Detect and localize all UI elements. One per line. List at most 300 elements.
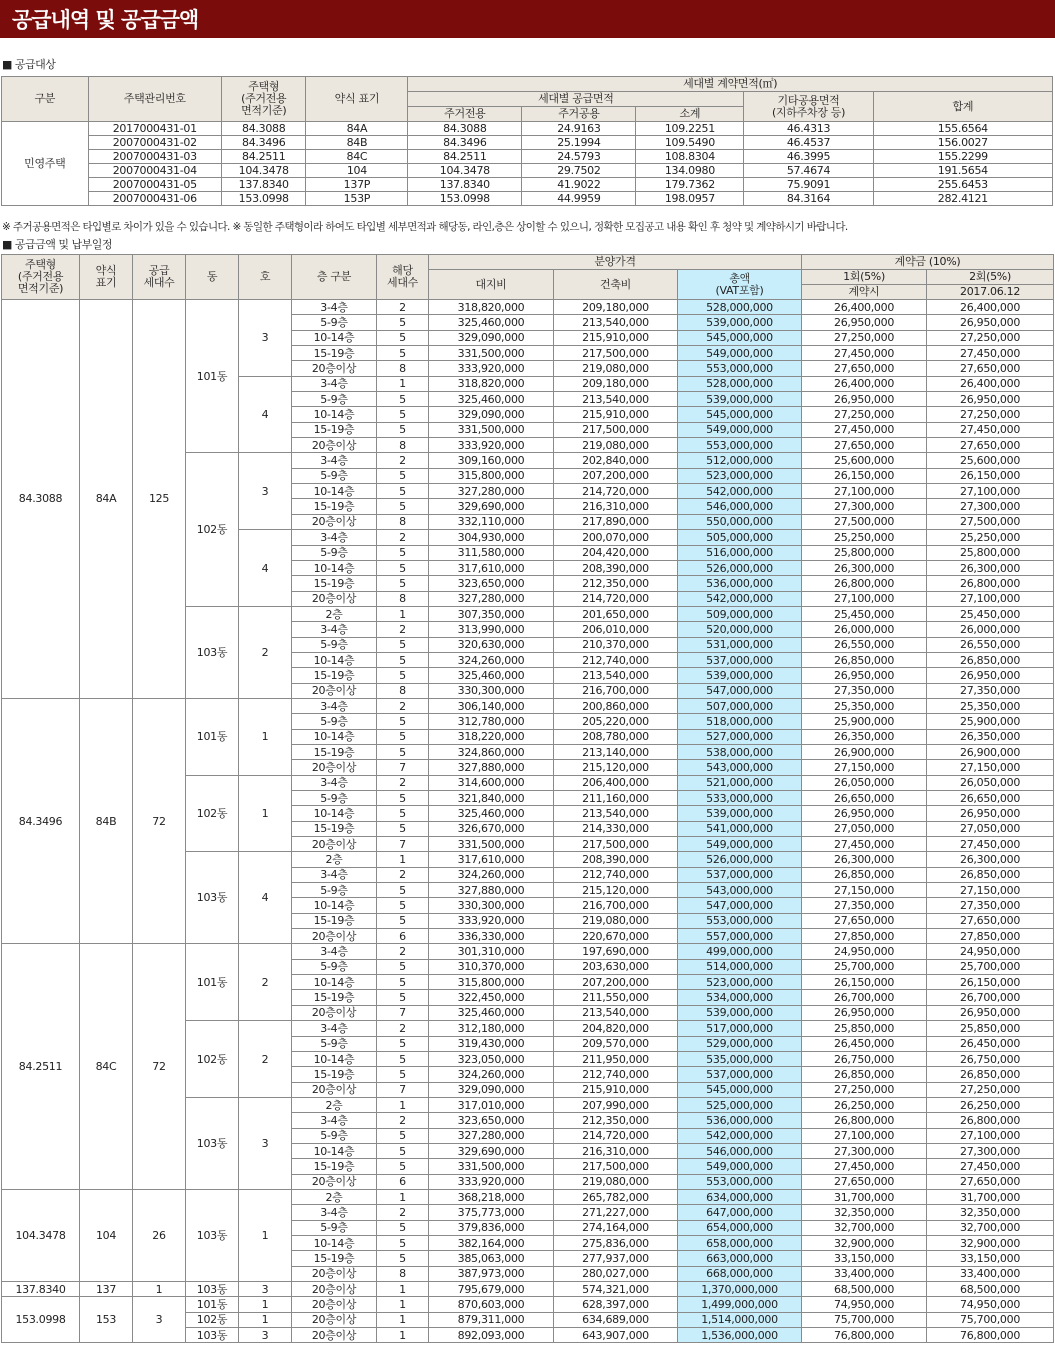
- table-cell: 5: [377, 545, 429, 560]
- header-first: 1회(5%): [802, 270, 927, 285]
- header-exclusive: 주거전용: [408, 107, 522, 122]
- table-cell: 26,950,000: [802, 315, 927, 330]
- table-cell: 27,650,000: [802, 438, 927, 453]
- price-total-cell: 647,000,000: [678, 1205, 802, 1220]
- table-cell: 25,350,000: [802, 698, 927, 713]
- price-total-cell: 547,000,000: [678, 683, 802, 698]
- price-total-cell: 1,499,000,000: [678, 1297, 802, 1312]
- table-cell: 324,260,000: [429, 652, 554, 667]
- table-cell: 153.0998: [408, 192, 522, 206]
- price-total-cell: 534,000,000: [678, 990, 802, 1005]
- price-total-cell: 542,000,000: [678, 1128, 802, 1143]
- table-cell: 271,227,000: [554, 1205, 678, 1220]
- table-cell: 3-4층: [292, 698, 377, 713]
- group-cell: 1: [239, 1189, 292, 1281]
- header-households: 해당 세대수: [377, 255, 429, 300]
- group-cell: 84B: [80, 698, 133, 944]
- table-cell: 323,650,000: [429, 576, 554, 591]
- table-cell: 336,330,000: [429, 929, 554, 944]
- table-cell: 26,400,000: [802, 376, 927, 391]
- table-cell: 315,800,000: [429, 468, 554, 483]
- group-cell: 101동: [186, 300, 239, 453]
- table-cell: 137P: [306, 178, 408, 192]
- price-total-cell: 505,000,000: [678, 530, 802, 545]
- table-cell: 318,220,000: [429, 729, 554, 744]
- table-cell: 5: [377, 407, 429, 422]
- table-cell: 3-4층: [292, 453, 377, 468]
- price-total-cell: 654,000,000: [678, 1220, 802, 1235]
- table-cell: 10-14층: [292, 407, 377, 422]
- table-cell: 216,310,000: [554, 499, 678, 514]
- group-cell: 103동: [186, 1282, 239, 1297]
- table-cell: 84.2511: [221, 150, 306, 164]
- table-cell: 214,720,000: [554, 1128, 678, 1143]
- price-total-cell: 634,000,000: [678, 1189, 802, 1204]
- table-cell: 27,650,000: [927, 913, 1054, 928]
- table-cell: 326,670,000: [429, 821, 554, 836]
- header-abbr: 약식 표기: [80, 255, 133, 300]
- table-cell: 275,836,000: [554, 1235, 678, 1250]
- table-cell: 3-4층: [292, 622, 377, 637]
- table-cell: 84B: [306, 136, 408, 150]
- table-cell: 5: [377, 330, 429, 345]
- table-cell: 3-4층: [292, 530, 377, 545]
- price-total-cell: 539,000,000: [678, 1005, 802, 1020]
- table-cell: 2: [377, 775, 429, 790]
- table-cell: 33,150,000: [802, 1251, 927, 1266]
- table-cell: 329,690,000: [429, 499, 554, 514]
- group-cell: 101동: [186, 698, 239, 775]
- table-cell: 211,550,000: [554, 990, 678, 1005]
- price-total-cell: 507,000,000: [678, 698, 802, 713]
- price-total-cell: 538,000,000: [678, 744, 802, 759]
- table-cell: 27,100,000: [927, 591, 1054, 606]
- group-cell: 102동: [186, 453, 239, 606]
- table-cell: 5: [377, 744, 429, 759]
- price-total-cell: 499,000,000: [678, 944, 802, 959]
- table-cell: 20층이상: [292, 1312, 377, 1327]
- table-cell: 201,650,000: [554, 606, 678, 621]
- table-cell: 5: [377, 468, 429, 483]
- table-cell: 5-9층: [292, 791, 377, 806]
- table-cell: 26,950,000: [927, 806, 1054, 821]
- table-cell: 219,080,000: [554, 361, 678, 376]
- table-cell: 26,950,000: [927, 1005, 1054, 1020]
- table-cell: 317,010,000: [429, 1097, 554, 1112]
- table-cell: 325,460,000: [429, 392, 554, 407]
- table-cell: 2: [377, 300, 429, 315]
- header-building: 건축비: [554, 270, 678, 300]
- table-cell: 2층: [292, 1189, 377, 1204]
- section-price-schedule: ■ 공급금액 및 납부일정: [2, 238, 113, 251]
- table-cell: 208,390,000: [554, 560, 678, 575]
- table-cell: 2층: [292, 606, 377, 621]
- table-cell: 84.3088: [408, 122, 522, 136]
- table-cell: 27,650,000: [927, 438, 1054, 453]
- header-second-when: 2017.06.12: [927, 285, 1054, 300]
- table-cell: 5: [377, 1036, 429, 1051]
- table-cell: 104.3478: [408, 164, 522, 178]
- table-cell: 5-9층: [292, 468, 377, 483]
- table-cell: 26,150,000: [927, 468, 1054, 483]
- group-cell: 104: [80, 1189, 133, 1281]
- table-cell: 327,880,000: [429, 883, 554, 898]
- group-cell: 72: [133, 944, 186, 1190]
- table-cell: 15-19층: [292, 913, 377, 928]
- price-table-body: [2, 300, 1054, 1343]
- table-cell: 25,250,000: [927, 530, 1054, 545]
- table-cell: 20층이상: [292, 361, 377, 376]
- price-total-cell: 535,000,000: [678, 1051, 802, 1066]
- table-cell: 215,120,000: [554, 883, 678, 898]
- table-cell: 317,610,000: [429, 852, 554, 867]
- group-cell: 2: [239, 944, 292, 1021]
- price-total-cell: 537,000,000: [678, 1067, 802, 1082]
- table-cell: 574,321,000: [554, 1282, 678, 1297]
- table-cell: 26,300,000: [802, 560, 927, 575]
- table-cell: 20층이상: [292, 438, 377, 453]
- table-cell: 213,540,000: [554, 1005, 678, 1020]
- table-cell: 8: [377, 1266, 429, 1281]
- table-cell: 255.6453: [873, 178, 1052, 192]
- table-cell: 197,690,000: [554, 944, 678, 959]
- table-cell: 27,050,000: [927, 821, 1054, 836]
- table-cell: 5: [377, 1159, 429, 1174]
- table-cell: 27,300,000: [927, 499, 1054, 514]
- table-cell: 24.9163: [522, 122, 636, 136]
- table-cell: 26,650,000: [802, 791, 927, 806]
- table-cell: 84A: [306, 122, 408, 136]
- table-cell: 209,180,000: [554, 300, 678, 315]
- table-cell: 33,400,000: [927, 1266, 1054, 1281]
- table-cell: 212,740,000: [554, 1067, 678, 1082]
- table-cell: 318,820,000: [429, 376, 554, 391]
- price-total-cell: 1,536,000,000: [678, 1328, 802, 1343]
- table-cell: 8: [377, 591, 429, 606]
- table-cell: 280,027,000: [554, 1266, 678, 1281]
- table-cell: 215,910,000: [554, 330, 678, 345]
- table-cell: 1: [377, 606, 429, 621]
- price-total-cell: 543,000,000: [678, 883, 802, 898]
- table-cell: 327,280,000: [429, 591, 554, 606]
- table-row: [2, 944, 1054, 959]
- price-total-cell: 542,000,000: [678, 484, 802, 499]
- table-row: [2, 136, 1053, 150]
- table-cell: 25,600,000: [802, 453, 927, 468]
- price-total-cell: 536,000,000: [678, 576, 802, 591]
- group-cell: 104.3478: [2, 1189, 80, 1281]
- table-cell: 6: [377, 929, 429, 944]
- table-row: [2, 1282, 1054, 1297]
- table-cell: 5: [377, 959, 429, 974]
- price-total-cell: 663,000,000: [678, 1251, 802, 1266]
- table-cell: 2: [377, 453, 429, 468]
- table-cell: 217,500,000: [554, 422, 678, 437]
- table-cell: 214,720,000: [554, 484, 678, 499]
- price-total-cell: 512,000,000: [678, 453, 802, 468]
- title-bar: [0, 0, 1055, 38]
- table-cell: 331,500,000: [429, 346, 554, 361]
- table-cell: 2007000431-02: [88, 136, 221, 150]
- price-total-cell: 521,000,000: [678, 775, 802, 790]
- table-cell: 379,836,000: [429, 1220, 554, 1235]
- group-cell: 4: [239, 852, 292, 944]
- group-cell: 4: [239, 376, 292, 453]
- table-cell: 329,090,000: [429, 1082, 554, 1097]
- price-total-cell: 520,000,000: [678, 622, 802, 637]
- price-total-cell: 539,000,000: [678, 392, 802, 407]
- table-cell: 15-19층: [292, 1159, 377, 1174]
- table-cell: 322,450,000: [429, 990, 554, 1005]
- table-cell: 7: [377, 837, 429, 852]
- table-cell: 5: [377, 668, 429, 683]
- group-cell: 3: [239, 1328, 292, 1343]
- price-total-cell: 553,000,000: [678, 438, 802, 453]
- price-total-cell: 1,514,000,000: [678, 1312, 802, 1327]
- table-cell: 33,150,000: [927, 1251, 1054, 1266]
- table-cell: 5: [377, 1143, 429, 1158]
- table-cell: 15-19층: [292, 499, 377, 514]
- table-cell: 26,900,000: [927, 744, 1054, 759]
- table-cell: 207,200,000: [554, 468, 678, 483]
- table-cell: 26,850,000: [927, 652, 1054, 667]
- table-cell: 27,650,000: [802, 913, 927, 928]
- table-cell: 26,450,000: [802, 1036, 927, 1051]
- table-cell: 27,450,000: [802, 346, 927, 361]
- table-cell: 217,500,000: [554, 346, 678, 361]
- table-cell: 1: [377, 1312, 429, 1327]
- table-cell: 2: [377, 622, 429, 637]
- table-cell: 15-19층: [292, 1067, 377, 1082]
- price-total-cell: 529,000,000: [678, 1036, 802, 1051]
- table-cell: 209,180,000: [554, 376, 678, 391]
- table-cell: 27,050,000: [802, 821, 927, 836]
- table-cell: 27,650,000: [802, 361, 927, 376]
- table-cell: 26,650,000: [927, 791, 1054, 806]
- table-cell: 204,820,000: [554, 1021, 678, 1036]
- table-cell: 5: [377, 637, 429, 652]
- table-cell: 211,160,000: [554, 791, 678, 806]
- table-cell: 32,700,000: [927, 1220, 1054, 1235]
- price-total-cell: 533,000,000: [678, 791, 802, 806]
- price-total-cell: 547,000,000: [678, 898, 802, 913]
- table-cell: 74,950,000: [927, 1297, 1054, 1312]
- table-cell: 10-14층: [292, 330, 377, 345]
- table-cell: 57.4674: [744, 164, 873, 178]
- table-cell: 27,250,000: [927, 407, 1054, 422]
- table-cell: 27,250,000: [927, 1082, 1054, 1097]
- table-cell: 8: [377, 683, 429, 698]
- table-cell: 5: [377, 883, 429, 898]
- price-total-cell: 525,000,000: [678, 1097, 802, 1112]
- table-cell: 26,700,000: [927, 990, 1054, 1005]
- table-cell: 15-19층: [292, 668, 377, 683]
- table-cell: 213,140,000: [554, 744, 678, 759]
- table-cell: 25,350,000: [927, 698, 1054, 713]
- table-cell: 2층: [292, 852, 377, 867]
- price-table: [1, 254, 1054, 1343]
- group-cell: 3: [239, 300, 292, 377]
- table-cell: 327,880,000: [429, 760, 554, 775]
- price-total-cell: 658,000,000: [678, 1235, 802, 1250]
- table-cell: 104.3478: [221, 164, 306, 178]
- group-cell: 2: [239, 606, 292, 698]
- header-gubun: 구분: [2, 77, 89, 122]
- table-cell: 2: [377, 698, 429, 713]
- table-cell: 1: [377, 1297, 429, 1312]
- table-cell: 329,090,000: [429, 330, 554, 345]
- group-cell: 26: [133, 1189, 186, 1281]
- table-cell: 27,350,000: [927, 898, 1054, 913]
- table-cell: 25,800,000: [927, 545, 1054, 560]
- group-cell: 103동: [186, 606, 239, 698]
- table-cell: 27,100,000: [802, 1128, 927, 1143]
- table-cell: 26,950,000: [802, 668, 927, 683]
- table-cell: 27,100,000: [802, 484, 927, 499]
- price-total-cell: 549,000,000: [678, 346, 802, 361]
- group-cell: 84A: [80, 300, 133, 699]
- table-cell: 15-19층: [292, 821, 377, 836]
- table-cell: 24,950,000: [927, 944, 1054, 959]
- table-cell: 20층이상: [292, 929, 377, 944]
- table-cell: 212,350,000: [554, 576, 678, 591]
- table-cell: 25,900,000: [927, 714, 1054, 729]
- price-total-cell: 527,000,000: [678, 729, 802, 744]
- table-cell: 214,720,000: [554, 591, 678, 606]
- table-cell: 5-9층: [292, 315, 377, 330]
- table-cell: 26,950,000: [927, 668, 1054, 683]
- table-cell: 217,890,000: [554, 514, 678, 529]
- table-cell: 27,450,000: [927, 837, 1054, 852]
- table-cell: 8: [377, 361, 429, 376]
- table-cell: 26,300,000: [927, 560, 1054, 575]
- group-cell: 103동: [186, 1328, 239, 1343]
- table-row: [2, 164, 1053, 178]
- group-cell: 1: [133, 1282, 186, 1297]
- table-cell: 208,780,000: [554, 729, 678, 744]
- group-cell: 137.8340: [2, 1282, 80, 1297]
- table-cell: 879,311,000: [429, 1312, 554, 1327]
- table-cell: 5: [377, 975, 429, 990]
- table-cell: 324,260,000: [429, 1067, 554, 1082]
- table-cell: 27,150,000: [802, 760, 927, 775]
- table-cell: 26,350,000: [927, 729, 1054, 744]
- table-cell: 74,950,000: [802, 1297, 927, 1312]
- table-cell: 10-14층: [292, 1143, 377, 1158]
- table-cell: 332,110,000: [429, 514, 554, 529]
- table-cell: 84.3088: [221, 122, 306, 136]
- header-dong: 동: [186, 255, 239, 300]
- table-cell: 3-4층: [292, 944, 377, 959]
- table-cell: 3-4층: [292, 1021, 377, 1036]
- header-ho: 호: [239, 255, 292, 300]
- table-cell: 15-19층: [292, 346, 377, 361]
- table-cell: 27,650,000: [927, 361, 1054, 376]
- table-cell: 5: [377, 560, 429, 575]
- table-cell: 198.0957: [636, 192, 744, 206]
- header-floor: 층 구분: [292, 255, 377, 300]
- table-cell: 200,860,000: [554, 698, 678, 713]
- table-cell: 26,950,000: [927, 315, 1054, 330]
- table-cell: 214,330,000: [554, 821, 678, 836]
- header-subtotal: 소계: [636, 107, 744, 122]
- table-cell: 202,840,000: [554, 453, 678, 468]
- table-cell: 217,500,000: [554, 1159, 678, 1174]
- table-cell: 25,700,000: [927, 959, 1054, 974]
- table-cell: 319,430,000: [429, 1036, 554, 1051]
- table-row: [2, 698, 1054, 713]
- supply-target-table: [1, 76, 1053, 206]
- table-cell: 327,280,000: [429, 484, 554, 499]
- table-cell: 137.8340: [221, 178, 306, 192]
- table-cell: 2: [377, 944, 429, 959]
- table-cell: 134.0980: [636, 164, 744, 178]
- price-total-cell: 528,000,000: [678, 376, 802, 391]
- table-cell: 84C: [306, 150, 408, 164]
- table-cell: 5: [377, 576, 429, 591]
- table-cell: 26,000,000: [802, 622, 927, 637]
- table-cell: 5: [377, 1235, 429, 1250]
- table-cell: 84.3164: [744, 192, 873, 206]
- header-abbr: 약식 표기: [306, 77, 408, 122]
- table-cell: 20층이상: [292, 683, 377, 698]
- table-cell: 27,100,000: [802, 591, 927, 606]
- table-cell: 5-9층: [292, 714, 377, 729]
- table-cell: 5: [377, 898, 429, 913]
- table-cell: 387,973,000: [429, 1266, 554, 1281]
- table-cell: 32,350,000: [802, 1205, 927, 1220]
- table-cell: 31,700,000: [927, 1189, 1054, 1204]
- table-row: [2, 122, 1053, 136]
- group-cell: 125: [133, 300, 186, 699]
- table-cell: 8: [377, 514, 429, 529]
- table-cell: 10-14층: [292, 729, 377, 744]
- price-total-cell: 531,000,000: [678, 637, 802, 652]
- table-cell: 27,350,000: [927, 683, 1054, 698]
- header-supply-count: 공급 세대수: [133, 255, 186, 300]
- table-cell: 10-14층: [292, 806, 377, 821]
- table-cell: 32,700,000: [802, 1220, 927, 1235]
- table-cell: 26,750,000: [927, 1051, 1054, 1066]
- table-cell: 1: [377, 1328, 429, 1343]
- table-cell: 20층이상: [292, 1297, 377, 1312]
- table-cell: 10-14층: [292, 1051, 377, 1066]
- table-cell: 27,250,000: [927, 330, 1054, 345]
- price-total-cell: 537,000,000: [678, 652, 802, 667]
- table-cell: 25,250,000: [802, 530, 927, 545]
- table-cell: 25,850,000: [802, 1021, 927, 1036]
- group-cell: 3: [133, 1297, 186, 1343]
- table-cell: 7: [377, 1005, 429, 1020]
- table-cell: 325,460,000: [429, 315, 554, 330]
- table-cell: 27,250,000: [802, 1082, 927, 1097]
- table-cell: 153.0998: [221, 192, 306, 206]
- header-price: 분양가격: [429, 255, 802, 270]
- group-cell: 3: [239, 453, 292, 530]
- table-cell: 26,400,000: [927, 300, 1054, 315]
- header-total: 합계: [873, 92, 1052, 122]
- table-cell: 32,900,000: [802, 1235, 927, 1250]
- group-cell: 84C: [80, 944, 133, 1190]
- table-cell: 2: [377, 1113, 429, 1128]
- table-cell: 5: [377, 806, 429, 821]
- price-total-cell: 542,000,000: [678, 591, 802, 606]
- table-cell: 26,550,000: [927, 637, 1054, 652]
- table-cell: 385,063,000: [429, 1251, 554, 1266]
- table-cell: 277,937,000: [554, 1251, 678, 1266]
- table-cell: 5: [377, 652, 429, 667]
- table-cell: 27,100,000: [927, 484, 1054, 499]
